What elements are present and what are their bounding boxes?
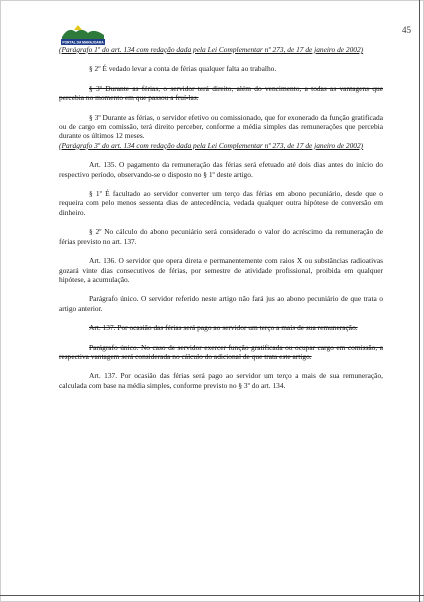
article-136: Art. 136. O servidor que opera direta e permanentemente com raios X ou substâncias radioativas gozará vinte dias consecutivos de férias, por semestre de atividade profissional, proibida em qualquer hipótese, a acumulação.	[59, 256, 383, 284]
amendment-note-2: (Parágrafo 3º do art. 134 com redação dada pela Lei Complementar nº 273, de 17 de janeiro de 2002)	[59, 140, 364, 150]
amendment-note-1: (Parágrafo 1º do art. 134 com redação dada pela Lei Complementar nº 273, de 17 de janeiro de 2002)	[59, 45, 364, 54]
page-border-right	[419, 0, 420, 602]
document-body	[59, 45, 383, 390]
article-135-paragraph-1: § 1º É facultado ao servidor converter um terço das férias em abono pecuniário, desde que o requeira com pelo menos sessenta dias de antecedência, vedada qualquer outra hipótese de conversão em dinheiro.	[59, 189, 383, 217]
article-135: Art. 135. O pagamento da remuneração das férias será efetuado até dois dias antes do início do respectivo período, observando-se o disposto no § 1º deste artigo.	[59, 160, 383, 179]
article-137-sole-paragraph-revoked: Parágrafo único. No caso de servidor exercer função gratificada ou ocupar cargo em comissão, a respectiva vantagem será considerada no cálculo do adicional de que trata este artigo.	[59, 342, 383, 361]
article-137-new: Art. 137. Por ocasião das férias será pago ao servidor um terço a mais de sua remuneração, calculada com base na média simples, conforme previsto no § 3º do art. 134.	[59, 371, 383, 390]
paragraph-3-new: § 3º Durante as férias, o servidor efetivo ou comissionado, que for exonerado da função gratificada ou de cargo em comissão, terá direito perceber, conforme a média simples das remunerações que percebia durante os últimos 12 meses.	[59, 112, 383, 141]
article-136-sole-paragraph: Parágrafo único. O servidor referido neste artigo não fará jus ao abono pecuniário de que trata o artigo anterior.	[59, 294, 383, 313]
paragraph-2: § 2º É vedado levar a conta de férias qualquer falta ao trabalho.	[89, 64, 277, 74]
article-137-revoked: Art. 137. Por ocasião das férias será pago ao servidor um terço a mais de sua remuneração.	[89, 323, 358, 333]
article-135-paragraph-2: § 2º No cálculo do abono pecuniário será considerado o valor do acréscimo da remuneração de férias previsto no art. 137.	[59, 227, 383, 246]
portal-logo	[60, 24, 106, 46]
logo-text: PORTAL DA MARAJOARA	[62, 40, 104, 45]
paragraph-3-revoked: § 3º Durante as férias, o servidor terá direito, além do vencimento, a todas as vantagens que percebia no momento em que passou a fruí-las.	[59, 83, 383, 103]
page-number: 45	[402, 25, 411, 35]
page-border-bottom	[0, 595, 424, 596]
